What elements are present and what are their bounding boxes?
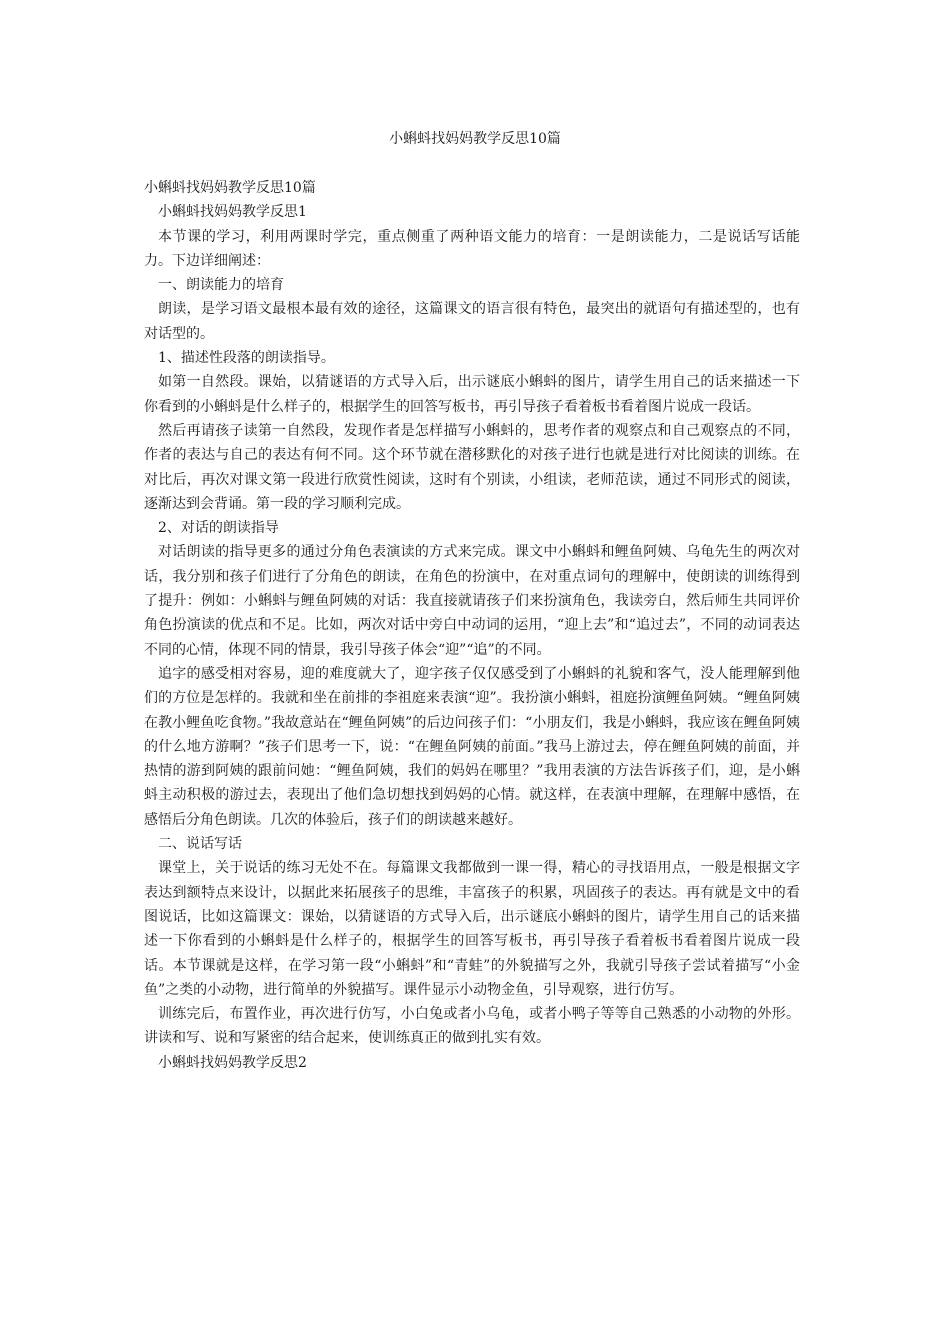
page-title: 小蝌蚪找妈妈教学反思10篇: [389, 131, 561, 147]
paragraph: 训练完后，布置作业，再次进行仿写，小白兔或者小乌龟，或者小鸭子等等自己熟悉的小动物的外形。讲读和写、说和写紧密的结合起来，使训练真正的做到扎实有效。: [144, 1006, 800, 1047]
document-body: [144, 176, 800, 1075]
paragraph: 本节课的学习，利用两课时学完，重点侧重了两种语文能力的培育：一是朗读能力，二是说话写话能力。下边详细阐述：: [144, 228, 800, 269]
section-heading: 小蝌蚪找妈妈教学反思2: [158, 1054, 307, 1071]
paragraph: 追字的感受相对容易，迎的难度就大了，迎字孩子仅仅感受到了小蝌蚪的礼貌和客气，没人能理解到他们的方位是怎样的。我就和坐在前排的李祖庭来表演“迎”。我扮演小蝌蚪，祖庭扮演鲤鱼阿姨。“鲤鱼阿姨在教小鲤鱼吃食物。”我故意站在“鲤鱼阿姨”的后边问孩子们：“小朋友们，我是小蝌蚪，我应该在鲤鱼阿姨的什么地方游啊？”孩子们思考一下，说：“在鲤鱼阿姨的前面。”我马上游过去，停在鲤鱼阿姨的前面，并热情的游到阿姨的跟前问她：“鲤鱼阿姨，我们的妈妈在哪里？”我用表演的方法告诉孩子们，迎，是小蝌蚪主动积极的游过去，表现出了他们急切想找到妈妈的心情。就这样，在表演中理解，在理解中感悟，在感悟后分角色朗读。几次的体验后，孩子们的朗读越来越好。: [144, 665, 800, 828]
paragraph: 朗读，是学习语文最根本最有效的途径，这篇课文的语言很有特色，最突出的就语句有描述型的，也有对话型的。: [144, 301, 800, 342]
paragraph: 对话朗读的指导更多的通过分角色表演读的方式来完成。课文中小蝌蚪和鲤鱼阿姨、乌龟先生的两次对话，我分别和孩子们进行了分角色的朗读，在角色的扮演中，在对重点词句的理解中，使朗读的训练得到了提升：例如：小蝌蚪与鲤鱼阿姨的对话：我直接就请孩子们来扮演角色，我读旁白，然后师生共同评价角色扮演读的优点和不足。比如，两次对话中旁白中动词的运用，“迎上去”和“追过去”，不同的动词表达不同的心情，体现不同的情景，我引导孩子体会“迎”“追”的不同。: [144, 544, 800, 658]
section-heading: 小蝌蚪找妈妈教学反思1: [158, 204, 307, 221]
paragraph: 如第一自然段。课始，以猜谜语的方式导入后，出示谜底小蝌蚪的图片，请学生用自己的话来描述一下你看到的小蝌蚪是什么样子的，根据学生的回答写板书，再引导孩子看着板书看着图片说成一段话。: [144, 374, 800, 415]
paragraph: 然后再请孩子读第一自然段，发现作者是怎样描写小蝌蚪的，思考作者的观察点和自己观察点的不同，作者的表达与自己的表达有何不同。这个环节就在潜移默化的对孩子进行也就是进行对比阅读的训练。在对比后，再次对课文第一段进行欣赏性阅读，这时有个别读，小组读，老师范读，通过不同形式的阅读，逐渐达到会背诵。第一段的学习顺利完成。: [144, 422, 800, 512]
paragraph: 课堂上，关于说话的练习无处不在。每篇课文我都做到一课一得，精心的寻找语用点，一般是根据文字表达到额特点来设计，以据此来拓展孩子的思维，丰富孩子的积累，巩固孩子的表达。再有就是文中的看图说话，比如这篇课文：课始，以猜谜语的方式导入后，出示谜底小蝌蚪的图片，请学生用自己的话来描述一下你看到的小蝌蚪是什么样子的，根据学生的回答写板书，再引导孩子看着板书看着图片说成一段话。本节课就是这样，在学习第一段“小蝌蚪”和“青蛙”的外貌描写之外，我就引导孩子尝试着描写“小金鱼”之类的小动物，进行简单的外貌描写。课件显示小动物金鱼，引导观察，进行仿写。: [144, 860, 800, 998]
subsection-heading: 一、朗读能力的培育: [158, 277, 284, 294]
subsection-heading: 二、说话写话: [158, 836, 242, 853]
subsection-heading: 1、描述性段落的朗读指导。: [158, 350, 335, 367]
document-heading: 小蝌蚪找妈妈教学反思10篇: [144, 180, 316, 196]
subsection-heading: 2、对话的朗读指导: [158, 520, 279, 537]
